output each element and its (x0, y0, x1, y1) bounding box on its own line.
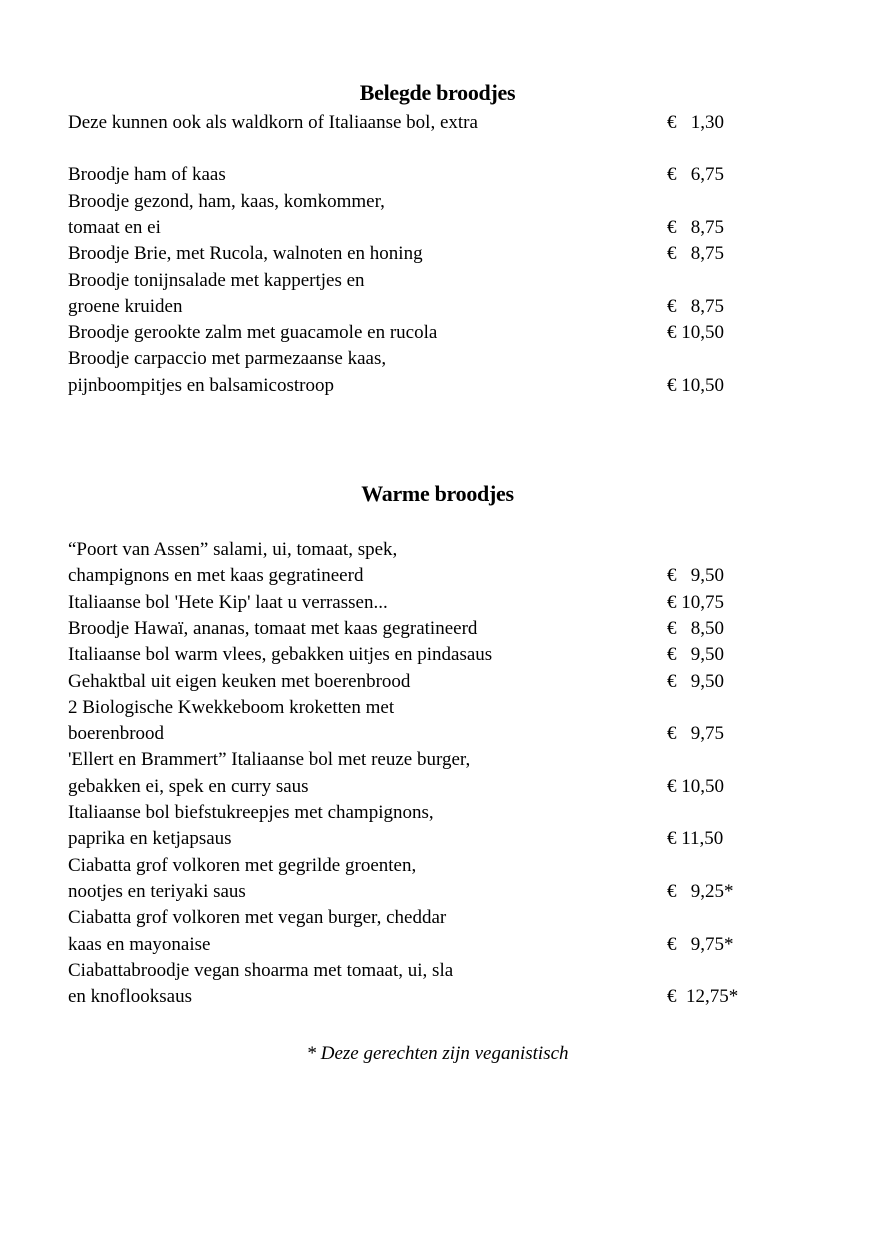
menu-item-price: € 9,50 (667, 670, 724, 692)
menu-item-line: tomaat en ei (68, 216, 161, 238)
menu-item-line: Broodje Hawaï, ananas, tomaat met kaas gegratineerd (68, 617, 478, 639)
menu-item-line: Broodje Brie, met Rucola, walnoten en honing (68, 243, 423, 265)
menu-item-price: € 10,50 (667, 374, 724, 396)
menu-item-price: € 1,30 (667, 112, 724, 133)
menu-item-price: € 9,50 (667, 565, 724, 587)
vegan-footnote: * Deze gerechten zijn veganistisch (306, 1043, 569, 1064)
menu-item-price: € 9,25* (667, 880, 734, 902)
menu-item-line: Italiaanse bol biefstukreepjes met champignons, (68, 802, 434, 823)
menu-item-line: “Poort van Assen” salami, ui, tomaat, spek, (68, 539, 398, 560)
menu-item-price: € 9,75* (667, 933, 734, 955)
menu-item-line: Italiaanse bol warm vlees, gebakken uitjes en pindasaus (68, 644, 493, 666)
menu-item-line: Ciabatta grof volkoren met vegan burger, cheddar (68, 907, 447, 929)
menu-item-line: Broodje gerookte zalm met guacamole en rucola (68, 322, 438, 344)
menu-item-line: kaas en mayonaise (68, 933, 211, 955)
menu-item-price: € 6,75 (667, 164, 724, 186)
menu-item-price: € 12,75* (667, 986, 739, 1008)
menu-item-line: groene kruiden (68, 295, 183, 317)
menu-item-line: Broodje tonijnsalade met kappertjes en (68, 269, 365, 291)
section-title-warme-broodjes: Warme broodjes (361, 481, 514, 506)
menu-item-line: Broodje gezond, ham, kaas, komkommer, (68, 190, 385, 212)
menu-item-price: € 10,75 (667, 591, 724, 613)
menu-item-line: Deze kunnen ook als waldkorn of Italiaanse bol, extra (68, 112, 478, 133)
menu-item-price: € 9,50 (667, 644, 724, 666)
menu-item-price: € 9,75 (667, 723, 724, 745)
menu-item-line: 'Ellert en Brammert” Italiaanse bol met reuze burger, (68, 749, 471, 771)
menu-item-price: € 10,50 (667, 775, 724, 797)
menu-item-line: Gehaktbal uit eigen keuken met boerenbrood (68, 670, 411, 692)
menu-item-line: Ciabatta grof volkoren met gegrilde groenten, (68, 854, 417, 876)
menu-item-line: Ciabattabroodje vegan shoarma met tomaat, ui, sla (68, 959, 454, 981)
menu-item-price: € 8,50 (667, 617, 724, 639)
menu-item-price: € 10,50 (667, 322, 724, 344)
menu-item-line: Italiaanse bol 'Hete Kip' laat u verrassen... (68, 591, 388, 613)
menu-item-line: nootjes en teriyaki saus (68, 880, 246, 902)
menu-item-line: boerenbrood (68, 723, 165, 745)
menu-item-price: € 8,75 (667, 243, 724, 265)
menu-item-line: pijnboompitjes en balsamicostroop (68, 374, 334, 396)
menu-item-line: Broodje ham of kaas (68, 164, 226, 186)
menu-item-line: 2 Biologische Kwekkeboom kroketten met (68, 696, 395, 718)
menu-item-price: € 8,75 (667, 216, 724, 238)
menu-item-price: € 8,75 (667, 295, 724, 317)
menu-item-price: € 11,50 (667, 828, 724, 850)
section-title-belegde-broodjes: Belegde broodjes (359, 80, 516, 105)
menu-item-line: en knoflooksaus (68, 986, 193, 1008)
menu-item-line: Broodje carpaccio met parmezaanse kaas, (68, 348, 387, 370)
menu-item-line: gebakken ei, spek en curry saus (68, 775, 309, 797)
menu-item-line: paprika en ketjapsaus (68, 828, 232, 850)
menu-item-line: champignons en met kaas gegratineerd (68, 565, 364, 587)
